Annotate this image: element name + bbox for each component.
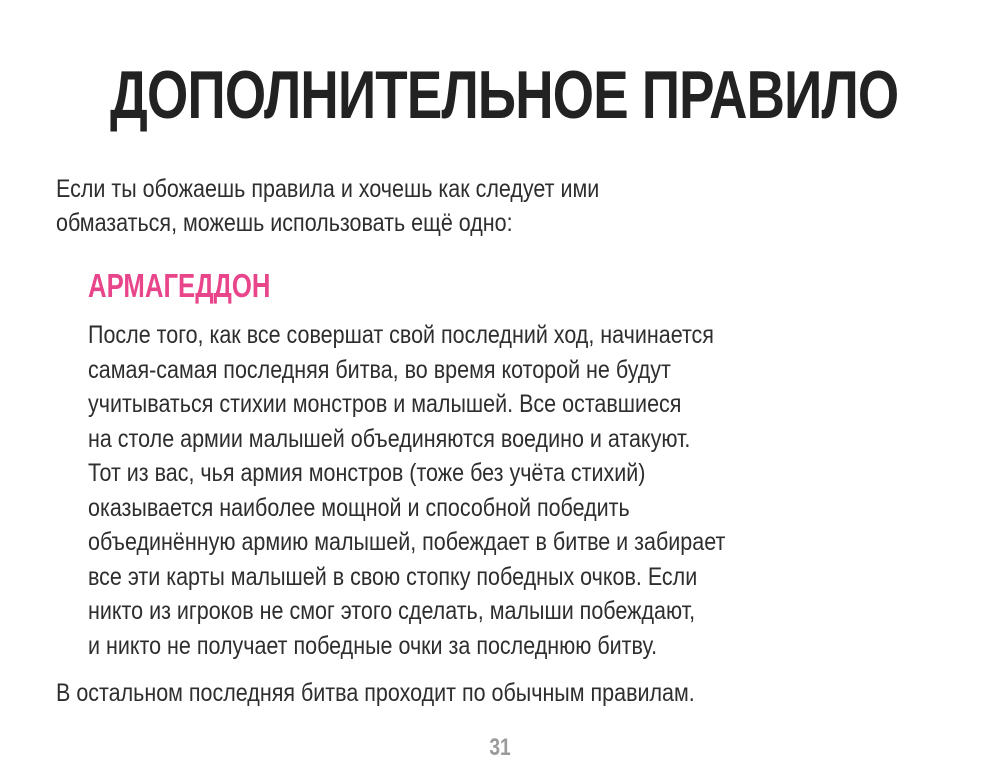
body-line: После того, как все совершат свой последний ход, начинается — [88, 321, 714, 349]
body-line: оказывается наиболее мощной и способной победить — [88, 493, 630, 522]
body-line: самая-самая последняя битва, во время которой не будут — [88, 355, 671, 384]
page-number: 31 — [489, 734, 511, 761]
body-line: и никто не получает победные очки за последнюю битву. — [88, 631, 658, 660]
outro-paragraph: В остальном последняя битва проходит по обычным правилам. — [56, 679, 695, 707]
body-line: учитываться стихии монстров и малышей. Все оставшиеся — [88, 390, 682, 418]
body-line: никто из игроков не смог этого сделать, малыши побеждают, — [88, 597, 696, 625]
body-line: все эти карты малышей в свою стопку победных очков. Если — [88, 562, 698, 591]
page-title: ДОПОЛНИТЕЛЬНОЕ ПРАВИЛО — [110, 57, 899, 133]
body-line: Тот из вас, чья армия монстров (тоже без учёта стихий) — [88, 459, 646, 487]
intro-paragraph — [56, 172, 830, 240]
body-line: объединённую армию малышей, побеждает в битве и забирает — [88, 528, 726, 556]
section-body — [88, 318, 862, 663]
body-line: на столе армии малышей объединяются воедино и атакуют. — [88, 424, 691, 453]
intro-line: Если ты обожаешь правила и хочешь как следует ими — [56, 175, 600, 203]
intro-line: обмазаться, можешь использовать ещё одно: — [56, 209, 513, 237]
section-heading: АРМАГЕДДОН — [88, 267, 271, 304]
armageddon-section — [88, 266, 988, 663]
